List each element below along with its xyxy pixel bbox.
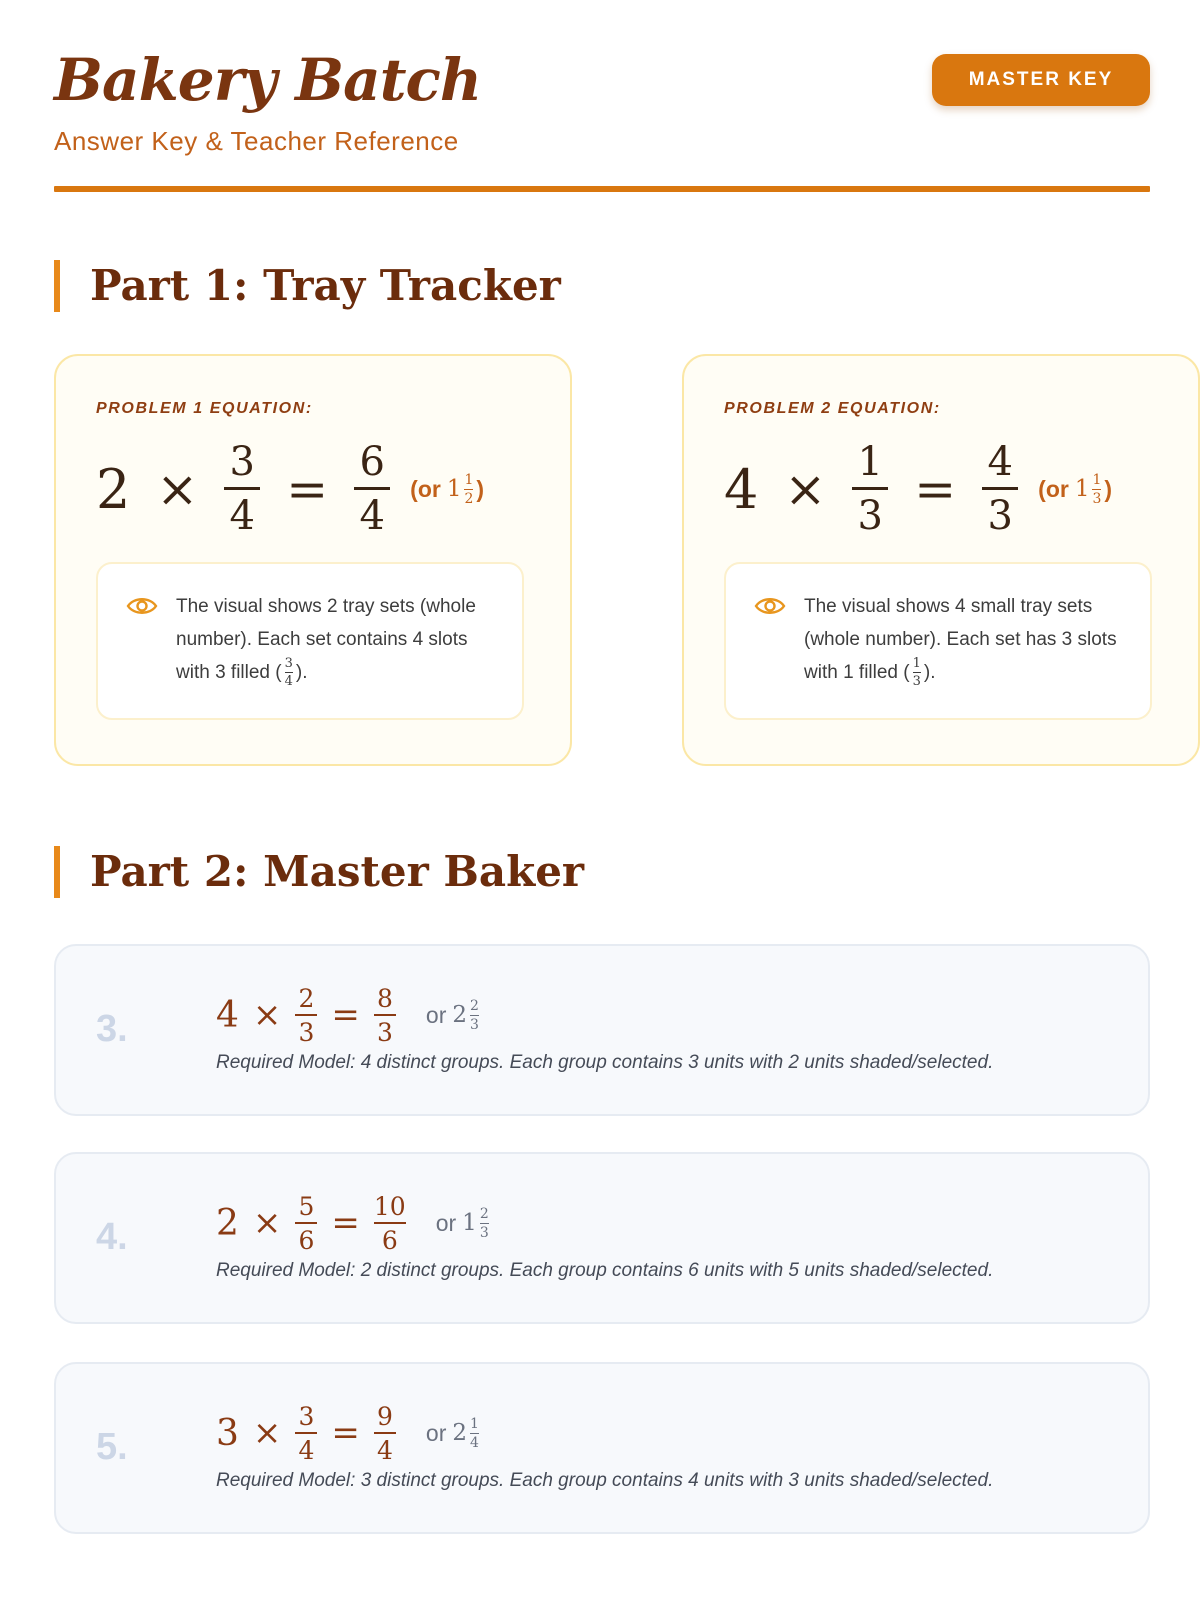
equals-sign: = <box>331 1413 360 1453</box>
denominator: 4 <box>229 493 255 539</box>
fraction-bar <box>1092 489 1101 490</box>
fraction <box>224 439 260 539</box>
problem-label: PROBLEM 1 EQUATION: <box>96 400 313 417</box>
part1-heading: Part 1: Tray Tracker <box>54 260 561 312</box>
equals-sign: = <box>914 460 957 518</box>
numerator: 1 <box>912 656 921 672</box>
result-fraction <box>374 1401 396 1465</box>
alt-whole: 1 <box>446 476 462 502</box>
denominator: 3 <box>857 493 883 539</box>
denominator: 3 <box>470 1016 479 1033</box>
equals-sign: = <box>331 995 360 1035</box>
alt-fraction <box>480 1207 489 1240</box>
equation <box>216 982 482 1048</box>
numerator: 3 <box>284 656 293 672</box>
whole-number: 4 <box>724 457 759 521</box>
numerator: 1 <box>1092 471 1102 488</box>
whole-number: 2 <box>216 1202 239 1244</box>
denominator: 4 <box>298 1435 315 1465</box>
note-fraction <box>913 657 921 688</box>
note-fraction <box>285 657 293 688</box>
eye-icon <box>126 594 158 618</box>
alt-suffix: ) <box>1104 475 1113 502</box>
numerator: 5 <box>298 1191 315 1221</box>
problem-row <box>54 944 1150 1116</box>
fraction-bar <box>295 1222 317 1224</box>
numerator: 8 <box>376 983 393 1013</box>
numerator: 1 <box>470 1415 479 1432</box>
numerator: 9 <box>376 1401 393 1431</box>
result-fraction <box>373 1191 406 1255</box>
alt-prefix: or <box>425 1001 447 1028</box>
header-divider <box>54 186 1150 192</box>
mixed-number-alt <box>426 1417 482 1450</box>
denominator: 6 <box>381 1225 398 1255</box>
note-text <box>176 590 506 689</box>
times-sign: × <box>252 1203 282 1243</box>
problem-number: 3. <box>96 1008 128 1050</box>
fraction-bar <box>982 487 1018 490</box>
fraction <box>295 1401 317 1465</box>
denominator: 4 <box>376 1435 393 1465</box>
denominator: 2 <box>464 490 474 507</box>
denominator: 6 <box>298 1225 315 1255</box>
fraction-bar <box>480 1223 489 1224</box>
fraction-bar <box>374 1014 396 1016</box>
numerator: 3 <box>229 439 255 485</box>
numerator: 4 <box>987 439 1013 485</box>
denominator: 3 <box>479 1224 489 1241</box>
problem-number: 5. <box>96 1426 128 1468</box>
alt-suffix: ) <box>476 475 485 502</box>
required-model-text: Required Model: 3 distinct groups. Each group contains 4 units with 3 units shaded/selected. <box>216 1470 994 1491</box>
denominator: 3 <box>298 1017 315 1047</box>
mixed-number-alt <box>426 999 482 1032</box>
note-end: ). <box>295 662 308 683</box>
numerator: 1 <box>857 439 883 485</box>
alt-whole: 1 <box>1074 476 1090 502</box>
mixed-number-alt <box>1038 473 1112 506</box>
answer-key-page <box>54 0 1150 1491</box>
page-title: Bakery Batch <box>54 46 482 114</box>
problem-row <box>54 1152 1150 1324</box>
alt-prefix: or <box>425 1419 447 1446</box>
alt-whole: 2 <box>452 1002 467 1028</box>
denominator: 3 <box>1092 490 1102 507</box>
denominator: 3 <box>912 674 921 690</box>
numerator: 10 <box>373 1191 406 1221</box>
times-sign: × <box>252 1413 282 1453</box>
alt-fraction <box>1092 473 1101 506</box>
fraction-bar <box>374 1222 406 1224</box>
alt-prefix: or <box>435 1209 457 1236</box>
times-sign: × <box>784 460 827 518</box>
master-key-badge: MASTER KEY <box>932 54 1150 106</box>
fraction-bar <box>295 1014 317 1016</box>
equals-sign: = <box>331 1203 360 1243</box>
eye-icon <box>754 594 786 618</box>
mixed-number-alt <box>436 1207 492 1240</box>
denominator: 3 <box>987 493 1013 539</box>
numerator: 6 <box>359 439 385 485</box>
whole-number: 4 <box>216 994 239 1036</box>
whole-number: 3 <box>216 1412 239 1454</box>
note-sentence: The visual shows 4 small tray sets (whole number). Each set has 3 slots with 1 filled ( <box>804 596 1117 683</box>
alt-fraction <box>470 1417 479 1450</box>
equation <box>96 439 485 539</box>
alt-prefix: (or <box>1038 475 1069 502</box>
header <box>54 0 1150 194</box>
numerator: 3 <box>298 1401 315 1431</box>
fraction-bar <box>285 672 293 673</box>
fraction <box>852 439 888 539</box>
fraction <box>295 1191 317 1255</box>
fraction-bar <box>470 1015 479 1016</box>
fraction-bar <box>374 1432 396 1434</box>
numerator: 1 <box>464 471 474 488</box>
fraction-bar <box>913 672 921 673</box>
problem-card <box>54 354 572 766</box>
alt-prefix: (or <box>410 475 441 502</box>
alt-fraction <box>464 473 473 506</box>
fraction-bar <box>295 1432 317 1434</box>
result-fraction <box>354 439 390 539</box>
problem-number: 4. <box>96 1216 128 1258</box>
alt-whole: 2 <box>452 1420 467 1446</box>
note-text <box>804 590 1134 689</box>
alt-fraction <box>470 999 479 1032</box>
note-sentence: The visual shows 2 tray sets (whole number). Each set contains 4 slots with 3 filled ( <box>176 596 476 683</box>
denominator: 4 <box>359 493 385 539</box>
page-subtitle: Answer Key & Teacher Reference <box>54 126 459 156</box>
fraction <box>295 983 317 1047</box>
fraction-bar <box>224 487 260 490</box>
numerator: 2 <box>479 1205 489 1222</box>
mixed-number-alt <box>410 473 484 506</box>
visual-note <box>96 562 524 720</box>
result-fraction <box>374 983 396 1047</box>
note-end: ). <box>923 662 936 683</box>
equation <box>724 439 1113 539</box>
alt-whole: 1 <box>462 1210 477 1236</box>
denominator: 4 <box>470 1434 479 1451</box>
fraction-bar <box>354 487 390 490</box>
numerator: 2 <box>470 997 479 1014</box>
times-sign: × <box>252 995 282 1035</box>
problem-row <box>54 1362 1150 1534</box>
equals-sign: = <box>286 460 329 518</box>
required-model-text: Required Model: 4 distinct groups. Each group contains 3 units with 2 units shaded/selected. <box>216 1052 994 1073</box>
fraction-bar <box>470 1433 479 1434</box>
fraction-bar <box>464 489 473 490</box>
required-model-text: Required Model: 2 distinct groups. Each group contains 6 units with 5 units shaded/selected. <box>216 1260 994 1281</box>
equation <box>216 1190 492 1256</box>
problem-label: PROBLEM 2 EQUATION: <box>724 400 941 417</box>
problem-card <box>682 354 1200 766</box>
result-fraction <box>982 439 1018 539</box>
denominator: 3 <box>376 1017 393 1047</box>
part2-heading: Part 2: Master Baker <box>54 846 584 898</box>
denominator: 4 <box>284 674 293 690</box>
times-sign: × <box>156 460 199 518</box>
numerator: 2 <box>298 983 315 1013</box>
whole-number: 2 <box>96 457 131 521</box>
fraction-bar <box>852 487 888 490</box>
equation <box>216 1400 482 1466</box>
visual-note <box>724 562 1152 720</box>
